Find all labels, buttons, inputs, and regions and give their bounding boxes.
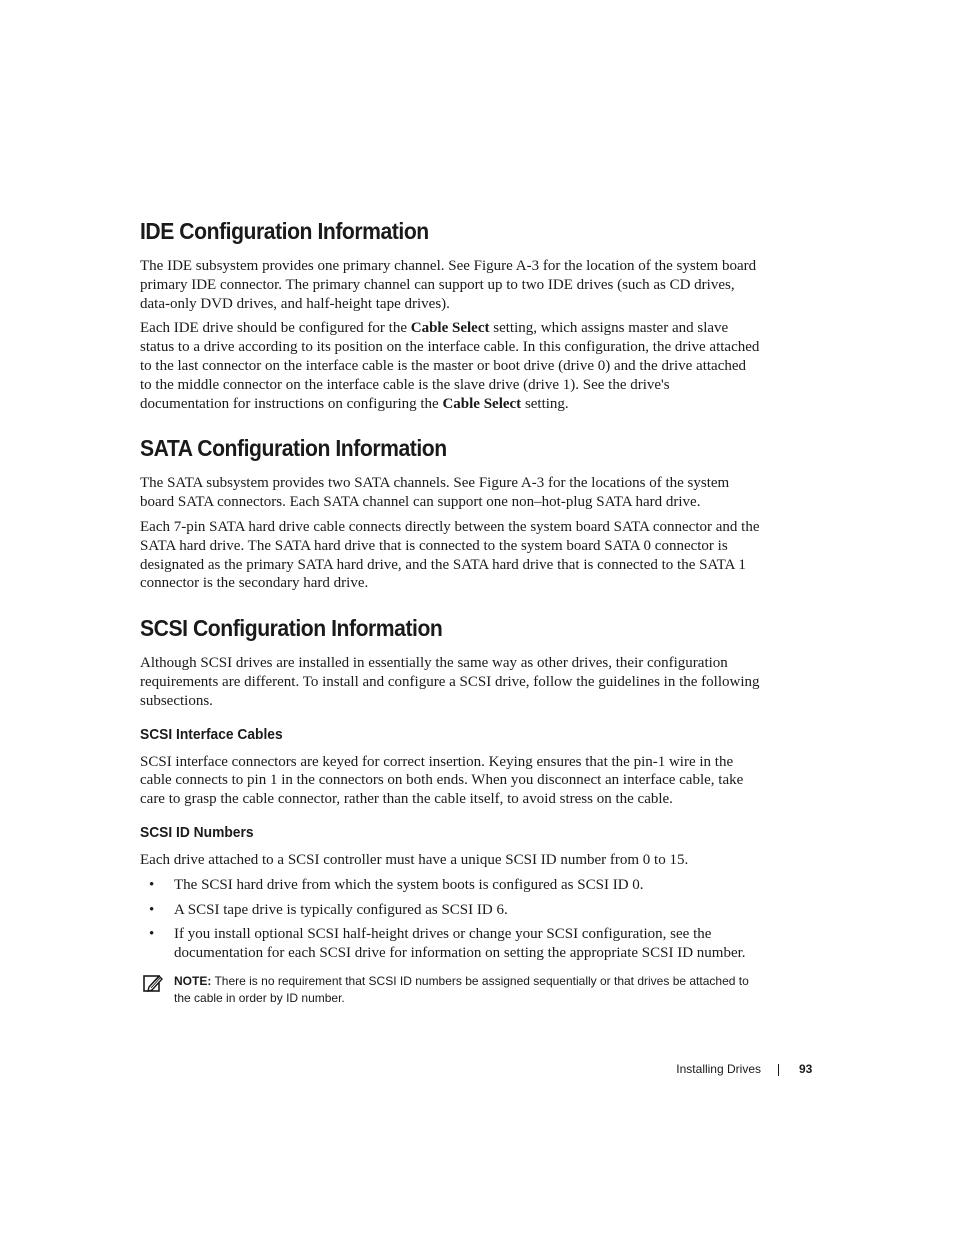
ide-paragraph-2: Each IDE drive should be configured for the Cable Select setting, which assigns master and slave status to a drive according to its position on the interface cable. In this configuration, the drive attached to the last connector on the interface cable is the master or boot drive (drive 0) and the drive attached to the middle connector on the interface cable is the slave drive (drive 1). See the drive's documentation for instructions on configuring the Cable Select setting. — [140, 320, 760, 412]
list-item: • A SCSI tape drive is typically configured as SCSI ID 6. — [149, 901, 508, 918]
page-number: 93 — [799, 1062, 813, 1076]
note-label: NOTE: — [174, 973, 212, 988]
bullet-icon: • — [149, 926, 155, 943]
sata-paragraph-1: The SATA subsystem provides two SATA channels. See Figure A-3 for the locations of the system board SATA connectors. Each SATA channel can support one non–hot-plug SATA hard drive. — [140, 475, 730, 511]
cable-select-term: Cable Select — [410, 320, 490, 337]
ide-heading: IDE Configuration Information — [140, 218, 429, 244]
footer-divider — [778, 1064, 779, 1076]
bullet-icon: • — [149, 901, 155, 918]
sata-paragraph-2: Each 7-pin SATA hard drive cable connects directly between the system board SATA connector and the SATA hard drive. The SATA hard drive that is connected to the system board SATA 0 connector is designated as the primary SATA hard drive, and the SATA hard drive that is connected to the SATA 1 connector is the secondary hard drive. — [140, 518, 760, 592]
sata-heading: SATA Configuration Information — [140, 435, 447, 462]
scsi-ids-paragraph: Each drive attached to a SCSI controller must have a unique SCSI ID number from 0 to 15. — [140, 851, 689, 868]
note-box — [140, 973, 760, 1007]
scsi-cables-paragraph: SCSI interface connectors are keyed for correct insertion. Keying ensures that the pin-1 wire in the cable connects to pin 1 in the connectors on both ends. When you disconnect an interface cable, take care to grasp the cable connector, rather than the cable itself, to avoid stress on the cable. — [140, 753, 744, 808]
note-text: There is no requirement that SCSI ID numbers be assigned sequentially or that drives be attached to the cable in order by ID number. — [174, 973, 749, 1005]
scsi-cables-heading: SCSI Interface Cables — [140, 725, 283, 743]
cable-select-term: Cable Select — [442, 395, 522, 412]
pencil-note-icon — [143, 973, 163, 993]
scsi-id-list — [140, 876, 760, 963]
ide-paragraph-1: The IDE subsystem provides one primary channel. See Figure A-3 for the location of the system board primary IDE connector. The primary channel can support up to two IDE drives (such as CD drives, data-only DVD drives, and half-height tape drives). — [140, 258, 757, 312]
list-item: • The SCSI hard drive from which the system boots is configured as SCSI ID 0. — [149, 876, 644, 893]
scsi-paragraph-1: Although SCSI drives are installed in essentially the same way as other drives, their configuration requirements are different. To install and configure a SCSI drive, follow the guidelines in the following subsections. — [140, 655, 760, 709]
scsi-ids-heading: SCSI ID Numbers — [140, 823, 254, 841]
page-footer — [0, 1062, 954, 1080]
footer-section-title: Installing Drives — [676, 1062, 761, 1076]
bullet-icon: • — [149, 876, 155, 893]
list-item: • If you install optional SCSI half-height drives or change your SCSI configuration, see the documentation for each SCSI drive for information on setting the appropriate SCSI ID number. — [149, 926, 746, 962]
page-content — [140, 216, 760, 1007]
scsi-heading: SCSI Configuration Information — [140, 615, 443, 642]
